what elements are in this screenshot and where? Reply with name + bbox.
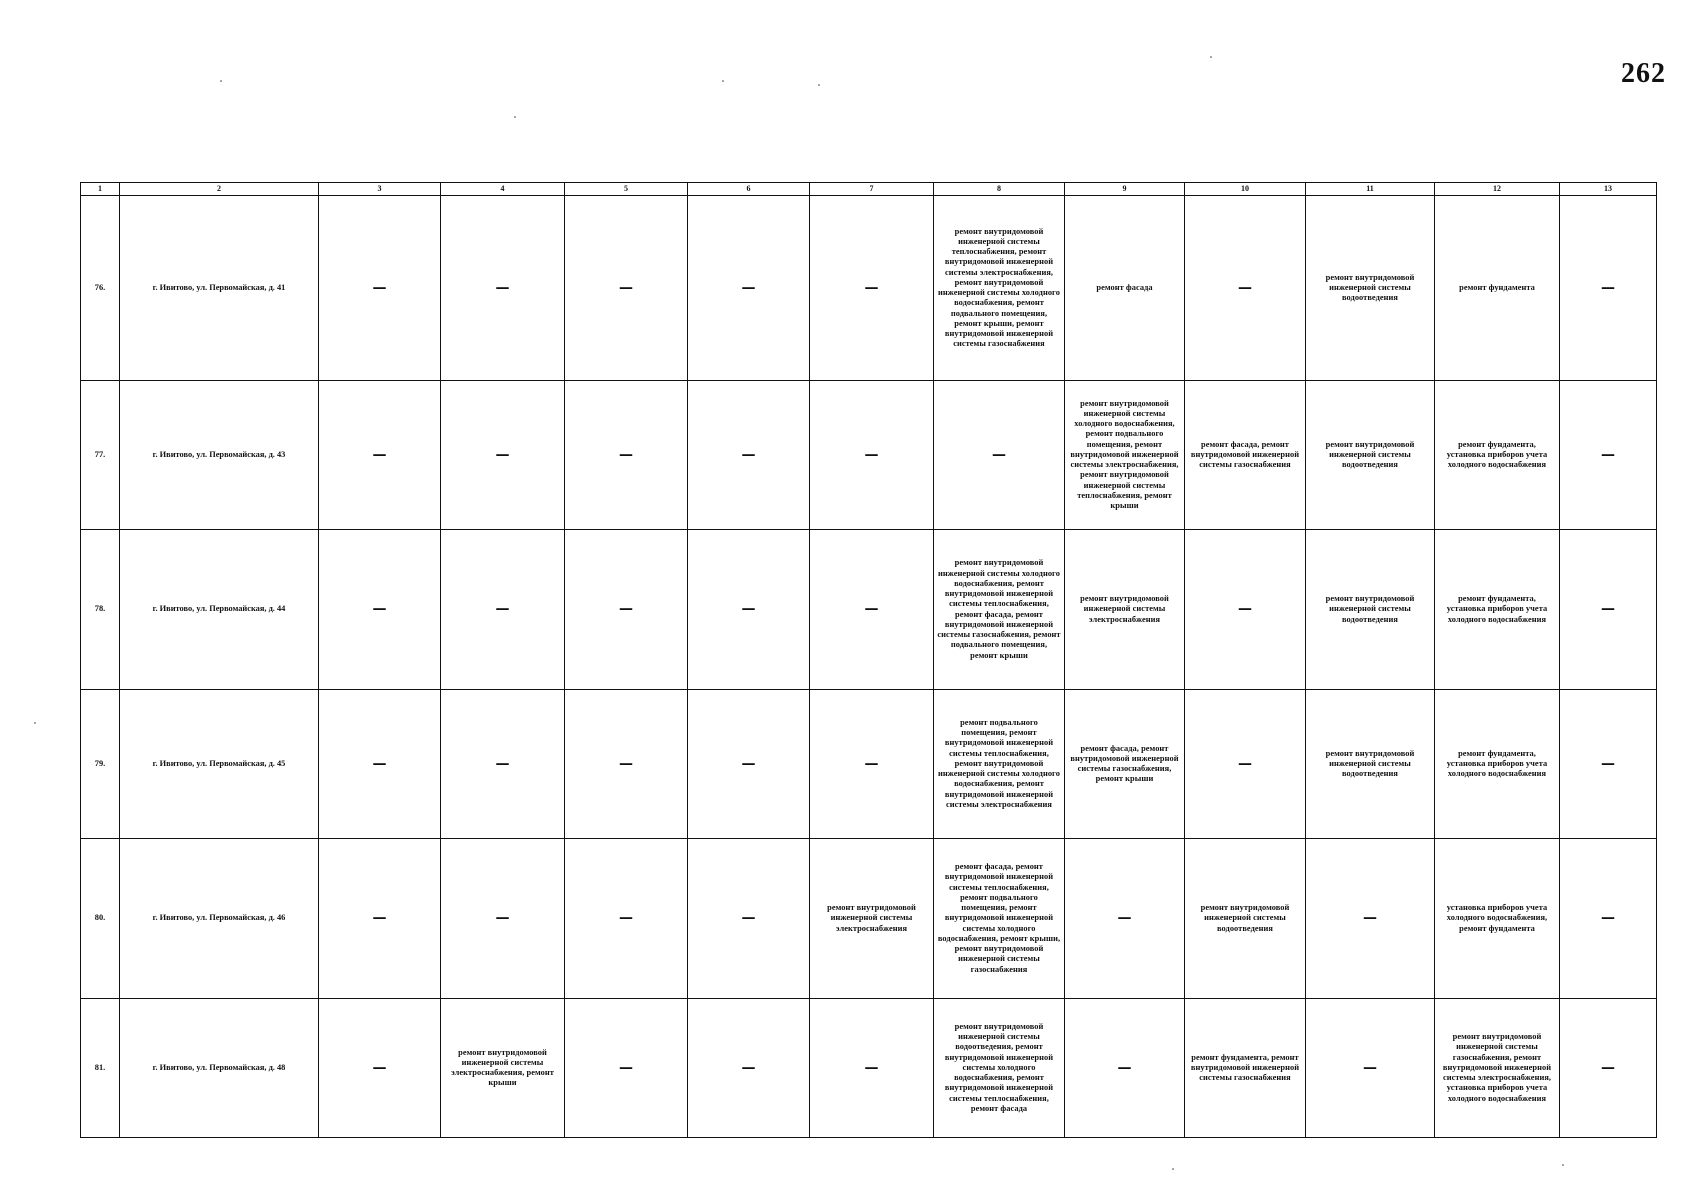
cell	[810, 196, 934, 381]
cell	[934, 381, 1065, 530]
column-number: 8	[934, 183, 1065, 196]
works-cell: ремонт фасада, ремонт внутридомовой инженерной системы газоснабжения	[1185, 381, 1306, 530]
scan-speck	[722, 80, 724, 82]
dash-mark: —	[741, 755, 756, 772]
address-cell: г. Ивитово, ул. Первомайская, д. 46	[120, 839, 319, 999]
works-cell: ремонт внутридомовой инженерной системы электроснабжения, ремонт крыши	[441, 999, 565, 1138]
works-cell: ремонт внутридомовой инженерной системы водоотведения	[1306, 381, 1435, 530]
scan-speck	[818, 84, 820, 86]
column-number: 12	[1435, 183, 1560, 196]
cell	[441, 530, 565, 690]
register-sheet	[80, 182, 1656, 1138]
cell	[565, 839, 688, 999]
works-cell: ремонт внутридомовой инженерной системы электроснабжения	[810, 839, 934, 999]
works-cell: ремонт фасада	[1065, 196, 1185, 381]
dash-mark: —	[619, 910, 633, 927]
dash-mark: —	[864, 1059, 879, 1076]
works-cell: ремонт внутридомовой инженерной системы холодного водоснабжения, ремонт внутридомовой инженерной системы теплоснабжения, ремонт фасада, ремонт внутридомовой инженерной системы газоснабжения, ремонт подвального помещения, ремонт крыши	[934, 530, 1065, 690]
cell	[688, 690, 810, 839]
dash-mark: —	[864, 279, 879, 296]
dash-mark: —	[619, 1059, 633, 1076]
cell	[688, 530, 810, 690]
dash-mark: —	[619, 446, 633, 463]
column-number-row	[81, 183, 1657, 196]
works-cell: ремонт внутридомовой инженерной системы водоотведения	[1306, 530, 1435, 690]
column-number: 13	[1560, 183, 1657, 196]
cell	[1560, 690, 1657, 839]
cell	[441, 196, 565, 381]
cell	[441, 381, 565, 530]
dash-mark: —	[1117, 910, 1132, 927]
dash-mark: —	[741, 910, 756, 927]
dash-mark: —	[495, 446, 510, 463]
dash-mark: —	[1601, 755, 1615, 772]
address-cell: г. Ивитово, ул. Первомайская, д. 48	[120, 999, 319, 1138]
dash-mark: —	[864, 755, 879, 772]
cell	[441, 839, 565, 999]
table-row	[81, 381, 1657, 530]
cell	[319, 381, 441, 530]
dash-mark: —	[1238, 279, 1252, 296]
scan-speck	[1172, 1168, 1174, 1170]
dash-mark: —	[495, 910, 510, 927]
cell	[441, 690, 565, 839]
cell	[1560, 196, 1657, 381]
works-cell: ремонт внутридомовой инженерной системы водоотведения	[1185, 839, 1306, 999]
address-cell: г. Ивитово, ул. Первомайская, д. 43	[120, 381, 319, 530]
row-number: 79.	[81, 690, 120, 839]
cell	[688, 999, 810, 1138]
row-number: 76.	[81, 196, 120, 381]
row-number: 80.	[81, 839, 120, 999]
dash-mark: —	[1601, 279, 1615, 296]
row-number: 78.	[81, 530, 120, 690]
cell	[1185, 530, 1306, 690]
cell	[1065, 839, 1185, 999]
cell	[688, 196, 810, 381]
cell	[810, 381, 934, 530]
address-cell: г. Ивитово, ул. Первомайская, д. 45	[120, 690, 319, 839]
cell	[1560, 530, 1657, 690]
column-number: 5	[565, 183, 688, 196]
dash-mark: —	[372, 601, 387, 618]
cell	[688, 381, 810, 530]
cell	[1185, 196, 1306, 381]
cell	[1306, 999, 1435, 1138]
table-row	[81, 196, 1657, 381]
works-cell: ремонт фасада, ремонт внутридомовой инженерной системы газоснабжения, ремонт крыши	[1065, 690, 1185, 839]
works-cell: ремонт фундамента, установка приборов учета холодного водоснабжения	[1435, 381, 1560, 530]
column-number: 6	[688, 183, 810, 196]
page-number: 262	[1621, 58, 1666, 89]
works-cell: ремонт подвального помещения, ремонт внутридомовой инженерной системы теплоснабжения, ремонт внутридомовой инженерной системы холодного водоснабжения, ремонт внутридомовой инженерной системы электроснабжения	[934, 690, 1065, 839]
column-number: 4	[441, 183, 565, 196]
dash-mark: —	[619, 755, 633, 772]
scan-speck	[514, 116, 516, 118]
cell	[1065, 999, 1185, 1138]
cell	[810, 999, 934, 1138]
dash-mark: —	[495, 601, 510, 618]
dash-mark: —	[864, 601, 879, 618]
dash-mark: —	[372, 755, 387, 772]
table-row	[81, 690, 1657, 839]
scan-speck	[1562, 1164, 1564, 1166]
cell	[688, 839, 810, 999]
dash-mark: —	[741, 1059, 756, 1076]
scan-speck	[1210, 56, 1212, 58]
table-row	[81, 839, 1657, 999]
works-cell: ремонт фундамента, установка приборов учета холодного водоснабжения	[1435, 530, 1560, 690]
works-cell: ремонт внутридомовой инженерной системы водоотведения	[1306, 690, 1435, 839]
row-number: 77.	[81, 381, 120, 530]
cell	[319, 999, 441, 1138]
repair-register-table	[80, 182, 1657, 1138]
dash-mark: —	[1601, 446, 1615, 463]
cell	[565, 690, 688, 839]
table-row	[81, 530, 1657, 690]
column-number: 11	[1306, 183, 1435, 196]
row-number: 81.	[81, 999, 120, 1138]
dash-mark: —	[1601, 601, 1615, 618]
works-cell: ремонт внутридомовой инженерной системы водоотведения, ремонт внутридомовой инженерной системы холодного водоснабжения, ремонт внутридомовой инженерной системы теплоснабжения, ремонт фасада	[934, 999, 1065, 1138]
dash-mark: —	[1363, 910, 1377, 927]
column-number: 9	[1065, 183, 1185, 196]
cell	[1185, 690, 1306, 839]
dash-mark: —	[741, 601, 756, 618]
cell	[1560, 999, 1657, 1138]
column-number: 3	[319, 183, 441, 196]
column-number: 10	[1185, 183, 1306, 196]
column-number: 1	[81, 183, 120, 196]
works-cell: ремонт внутридомовой инженерной системы теплоснабжения, ремонт внутридомовой инженерной системы электроснабжения, ремонт внутридомовой инженерной системы холодного водоснабжения, ремонт подвального помещения, ремонт крыши, ремонт внутридомовой инженерной системы газоснабжения	[934, 196, 1065, 381]
dash-mark: —	[864, 446, 879, 463]
works-cell: ремонт фасада, ремонт внутридомовой инженерной системы теплоснабжения, ремонт подвального помещения, ремонт внутридомовой инженерной системы холодного водоснабжения, ремонт крыши, ремонт внутридомовой инженерной системы газоснабжения	[934, 839, 1065, 999]
cell	[565, 999, 688, 1138]
column-number: 2	[120, 183, 319, 196]
dash-mark: —	[372, 279, 387, 296]
address-cell: г. Ивитово, ул. Первомайская, д. 41	[120, 196, 319, 381]
dash-mark: —	[372, 446, 387, 463]
cell	[1560, 839, 1657, 999]
works-cell: ремонт фундамента, ремонт внутридомовой инженерной системы газоснабжения	[1185, 999, 1306, 1138]
table-row	[81, 999, 1657, 1138]
cell	[810, 530, 934, 690]
works-cell: ремонт внутридомовой инженерной системы газоснабжения, ремонт внутридомовой инженерной системы электроснабжения, установка приборов учета холодного водоснабжения	[1435, 999, 1560, 1138]
works-cell: ремонт фундамента, установка приборов учета холодного водоснабжения	[1435, 690, 1560, 839]
cell	[319, 839, 441, 999]
dash-mark: —	[495, 279, 510, 296]
cell	[319, 530, 441, 690]
dash-mark: —	[1238, 755, 1252, 772]
cell	[565, 530, 688, 690]
dash-mark: —	[619, 279, 633, 296]
works-cell: ремонт внутридомовой инженерной системы водоотведения	[1306, 196, 1435, 381]
works-cell: установка приборов учета холодного водоснабжения, ремонт фундамента	[1435, 839, 1560, 999]
cell	[1306, 839, 1435, 999]
cell	[810, 690, 934, 839]
column-number: 7	[810, 183, 934, 196]
dash-mark: —	[992, 446, 1006, 463]
scan-speck	[220, 80, 222, 82]
dash-mark: —	[1117, 1059, 1132, 1076]
works-cell: ремонт фундамента	[1435, 196, 1560, 381]
cell	[319, 690, 441, 839]
cell	[565, 196, 688, 381]
cell	[319, 196, 441, 381]
scan-speck	[34, 722, 36, 724]
dash-mark: —	[1238, 601, 1252, 618]
dash-mark: —	[372, 910, 387, 927]
works-cell: ремонт внутридомовой инженерной системы холодного водоснабжения, ремонт подвального помещения, ремонт внутридомовой инженерной системы электроснабжения, ремонт внутридомовой инженерной системы теплоснабжения, ремонт крыши	[1065, 381, 1185, 530]
works-cell: ремонт внутридомовой инженерной системы электроснабжения	[1065, 530, 1185, 690]
dash-mark: —	[741, 279, 756, 296]
dash-mark: —	[619, 601, 633, 618]
dash-mark: —	[1601, 910, 1615, 927]
cell	[565, 381, 688, 530]
dash-mark: —	[1601, 1059, 1615, 1076]
dash-mark: —	[372, 1059, 387, 1076]
dash-mark: —	[495, 755, 510, 772]
dash-mark: —	[1363, 1059, 1377, 1076]
address-cell: г. Ивитово, ул. Первомайская, д. 44	[120, 530, 319, 690]
cell	[1560, 381, 1657, 530]
dash-mark: —	[741, 446, 756, 463]
